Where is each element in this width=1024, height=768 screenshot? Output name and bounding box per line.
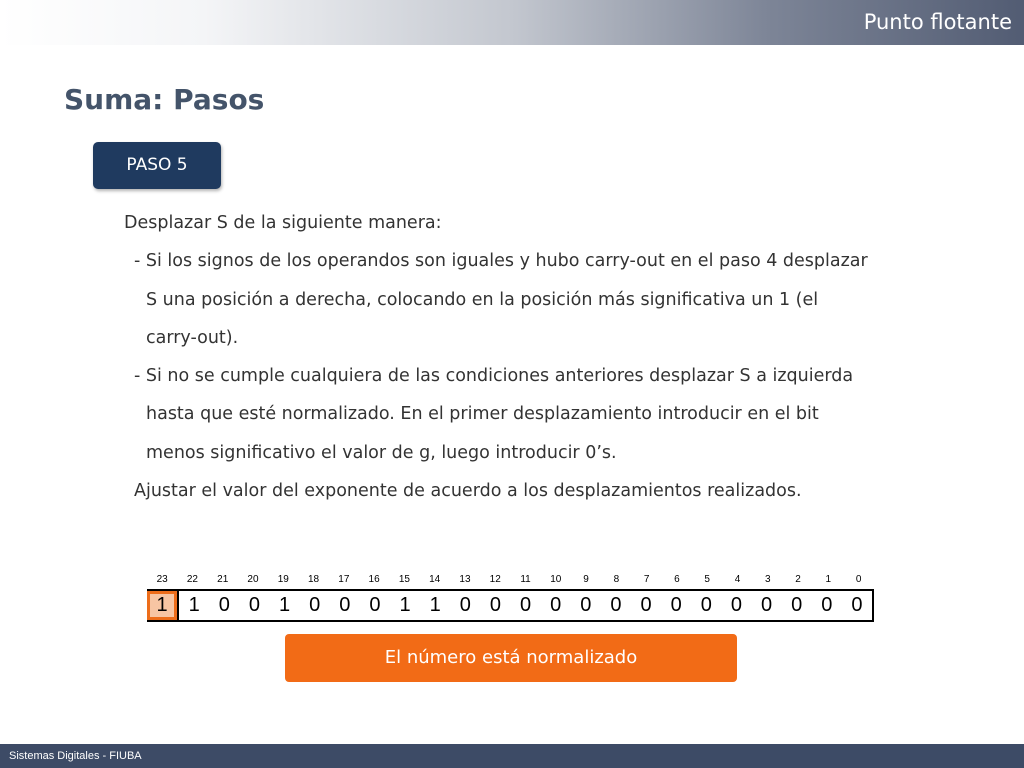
bit-index-label: 7 [643,574,650,585]
bit-index-label: 1 [825,574,832,585]
footer-text: Sistemas Digitales - FIUBA [9,750,142,762]
bit-index-label: 9 [583,574,589,585]
bit-index-label: 12 [489,574,501,585]
footer-bar [0,744,1024,768]
bit-cell: 0 [821,594,833,616]
bit-index-label: 3 [764,574,771,585]
bit-cell-highlighted: 1 [147,591,177,620]
bit-index-label: 21 [217,574,229,585]
bit-cell: 0 [700,594,712,616]
body-line: hasta que esté normalizado. En el primer desplazamiento introducir en el bit [146,404,819,425]
bit-cell: 1 [279,594,291,616]
bit-cell: 0 [339,594,351,616]
section-title: Punto flotante [863,10,1012,34]
bit-cell: 0 [369,594,381,616]
bit-index-label: 11 [520,574,531,585]
body-line: S una posición a derecha, colocando en la posición más significativa un 1 (el [146,289,819,310]
bit-cell: 0 [670,594,682,616]
status-banner: El número está normalizado [285,634,737,682]
bit-cell: 0 [730,594,742,616]
bit-cell: 0 [851,594,863,616]
bit-value-row [147,589,874,622]
bit-index-label: 8 [613,574,620,585]
body-line: - Si no se cumple cualquiera de las condiciones anteriores desplazar S a izquierda [134,366,854,387]
bit-cell: 0 [309,594,321,616]
bit-index-label: 14 [429,574,441,585]
bit-index-label: 5 [704,574,710,585]
body-line: carry-out). [146,327,239,348]
bit-cell: 0 [761,594,773,616]
body-line: - Si los signos de los operandos son iguales y hubo carry-out en el paso 4 desplazar [134,251,868,272]
bit-index-row [147,572,874,588]
bit-cell: 0 [610,594,622,616]
body-line: Ajustar el valor del exponente de acuerdo a los desplazamientos realizados. [134,481,802,502]
bit-cell: 0 [640,594,652,616]
bit-cell: 0 [791,594,803,616]
bit-index-label: 6 [674,574,680,585]
body-text [124,204,984,510]
bit-cell: 0 [489,594,501,616]
body-line: Desplazar S de la siguiente manera: [124,213,442,233]
bit-cell: 0 [520,594,532,616]
bit-index-label: 16 [368,574,380,585]
bit-cell: 1 [399,594,411,616]
step-badge: PASO 5 [93,142,221,189]
bit-index-label: 10 [550,574,562,585]
bit-index-label: 2 [795,574,801,585]
bit-cell: 0 [550,594,562,616]
bit-cell: 1 [429,594,441,616]
bit-index-label: 19 [277,574,289,585]
bit-index-label: 23 [156,574,168,585]
bit-index-label: 15 [398,574,410,585]
bit-index-label: 18 [307,574,320,585]
bit-cell: 0 [218,594,230,616]
bit-index-label: 22 [186,574,198,585]
bit-cell: 0 [580,594,592,616]
bit-index-label: 17 [338,574,350,585]
bit-index-label: 4 [734,574,741,585]
bit-cell: 0 [459,594,471,616]
body-line: menos significativo el valor de g, luego introducir 0’s. [146,442,617,463]
bit-cell: 1 [177,591,209,620]
bit-index-label: 0 [855,574,862,585]
bit-register-table [147,572,874,622]
bit-index-label: 13 [459,574,471,585]
slide-title: Suma: Pasos [64,83,265,116]
bit-index-label: 20 [247,574,259,585]
bit-cell: 0 [248,594,260,616]
top-header-bar [0,0,1024,45]
